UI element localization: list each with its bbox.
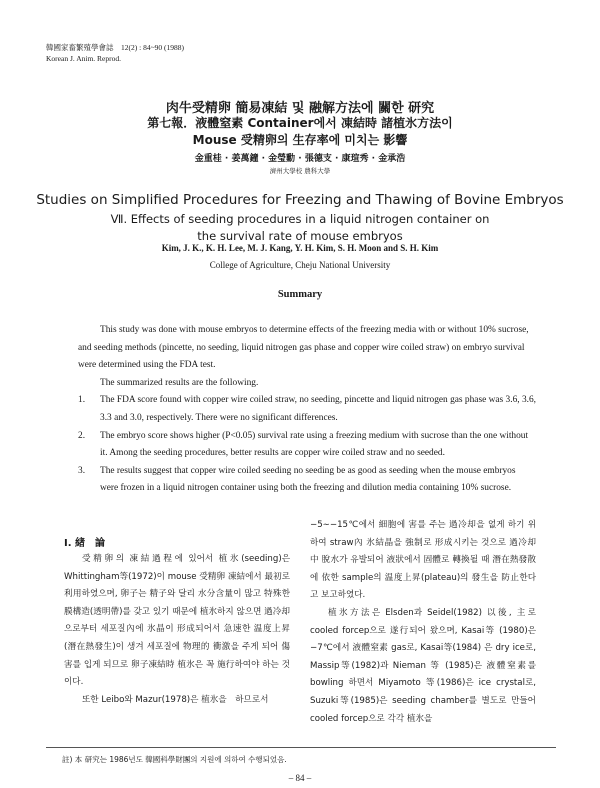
journal-header	[46, 42, 184, 64]
english-title-line-3: the survival rate of mouse embryos	[197, 229, 403, 243]
journal-citation: 韓國家畜繁殖學會誌 12(2) : 84~90 (1988)	[46, 43, 185, 52]
page-number: – 84 –	[288, 773, 312, 783]
summary-paragraph-1: This study was done with mouse embryos to determine effects of the freezing media with or without 10% sucrose, and seeding methods (pincette, no seeding, liquid nitrogen gas phase and copper wire coiled straw) on embryo survival were determined using the FDA test.	[78, 325, 529, 371]
summary-item-number: 1.	[78, 395, 86, 406]
summary-results-list	[78, 392, 536, 498]
summary-item-3	[78, 463, 536, 498]
introduction-paragraph: 植氷方法은 Elsden과 Seidel(1982) 以後, 主로 cooled forcep으로 遂行되어 왔으며, Kasai等 (1980)은 −7℃에서 液體窒素 gas로, Kasai等(1984) 은 dry ice로, Massip等(1982)과 Nieman 等 (1985)은 液體窒素를 bowling 하면서 Miyamoto 等(1986)은 ice crystal로, Suzuki等(1985)은 seeding chamber를 별도로 만들어 cooled forcep으로 각각 植氷을	[310, 607, 536, 724]
english-title-line-1: Studies on Simplified Procedures for Freezing and Thawing of Bovine Embryos	[36, 192, 564, 208]
footnote-divider	[46, 747, 556, 748]
introduction-left-column	[64, 551, 290, 709]
summary-heading: Summary	[277, 289, 323, 300]
english-authors: Kim, J. K., K. H. Lee, M. J. Kang, Y. H. Kim, S. H. Moon and S. H. Kim	[161, 243, 439, 253]
summary-item-2	[78, 428, 536, 463]
summary-item-text: The results suggest that copper wire coiled seeding no seeding be as good as seeding when the mouse embryos were frozen in a liquid nitrogen container using both the freezing and dilution media containing 10% sucrose.	[100, 465, 516, 494]
section-heading-introduction: Ⅰ. 緖 論	[64, 538, 106, 549]
footnote: 註) 本 研究는 1986년도 韓國科學財團의 지원에 의하여 수행되었음.	[62, 755, 287, 764]
summary-item-number: 3.	[78, 465, 86, 476]
korean-title-line-2: 第七報．液體窒素 Container에서 凍結時 諸植氷方法이	[147, 116, 453, 130]
summary-item-text: The FDA score found with copper wire coiled straw, no seeding, pincette and liquid nitrogen gas phase was 3.6, 3.6, 3.3 and 3.0, respectively. There were no significant differences.	[100, 395, 537, 423]
english-affiliation: College of Agriculture, Cheju National University	[209, 260, 391, 270]
summary-item-number: 2.	[78, 430, 86, 441]
introduction-paragraph: −5∼−15℃에서 細胞에 害를 주는 過冷却을 없게 하기 위하여 straw內 氷結晶을 強制로 形成시키는 것으로 過冷却中 脫水가 유발되어 液狀에서 固體로 轉換될 때 潛在熱發散에 依한 sample의 温度上昇(plateau)의 發生을 防止한다고 보고하였다.	[310, 520, 536, 601]
korean-affiliation: 濟州大學校 農科大學	[269, 167, 331, 175]
summary-paragraph-2: The summarized results are the following.	[100, 377, 259, 388]
introduction-right-column	[310, 517, 536, 728]
summary-item-1	[78, 392, 536, 427]
korean-title-line-3: Mouse 受精卵의 生存率에 미치는 影響	[192, 133, 408, 147]
english-title-line-2: Ⅶ. Effects of seeding procedures in a liquid nitrogen container on	[110, 212, 490, 226]
journal-name-english: Korean J. Anim. Reprod.	[46, 54, 121, 63]
introduction-paragraph: 또한 Leibo와 Mazur(1978)은 植氷을 하므로서	[82, 694, 269, 705]
korean-authors: 金重桂 · 姜萬鐘 · 金瑩勳 · 張德支 · 康瑄秀 · 金承浩	[194, 154, 406, 164]
introduction-paragraph: 受精卵의 凍結過程에 있어서 植氷(seeding)은 Whittingham等(1972)이 mouse 受精卵 凍結에서 最初로 利用하였으며, 卵子는 精子와 달리 水分含量이 많고 特殊한 膜構造(透明帶)를 갖고 있기 때문에 植氷하지 않으면 過冷却으로부터 세포질內에 氷晶이 形成되어서 急速한 温度上昇(潛在熱發生)이 생겨 세포질에 物理的 衝激을 주게 되어 傷害를 입게 되므로 卵子凍結時 植氷은 꼭 施行하여야 하는 것이다.	[64, 554, 290, 688]
summary-body	[78, 322, 536, 498]
korean-title-line-1: 肉牛受精卵 簡易凍結 및 融解方法에 關한 研究	[165, 101, 435, 116]
summary-item-text: The embryo score shows higher (P<0.05) survival rate using a freezing medium with sucrose than the one without it. Among the seeding procedures, better results are copper wire coiled straw and no seeded.	[100, 430, 529, 459]
